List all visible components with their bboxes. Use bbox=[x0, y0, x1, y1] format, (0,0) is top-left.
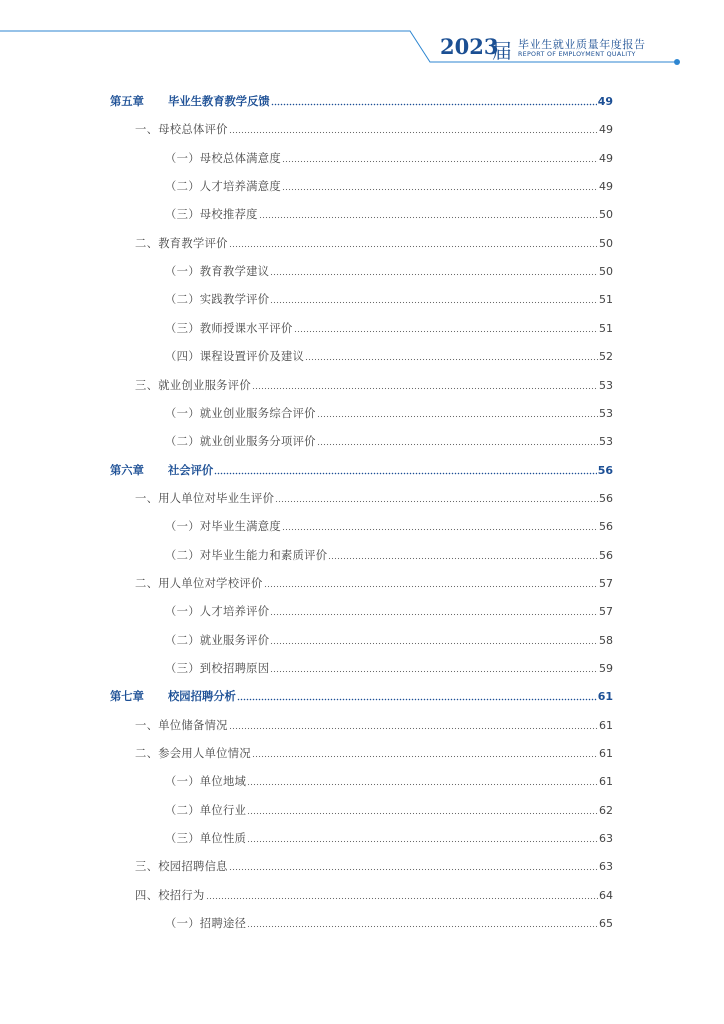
toc-entry-row[interactable] bbox=[135, 883, 613, 903]
toc-entry-row[interactable] bbox=[165, 514, 613, 534]
toc-entry-title: （二）人才培养满意度 bbox=[165, 180, 281, 194]
toc-dot-leader bbox=[317, 415, 598, 418]
toc-entry-row[interactable] bbox=[165, 287, 613, 307]
toc-dot-leader bbox=[328, 557, 598, 560]
toc-page-number: 61 bbox=[599, 775, 613, 789]
toc-entry-row[interactable] bbox=[165, 798, 613, 818]
toc-dot-leader bbox=[282, 160, 598, 163]
toc-entry-title: 三、就业创业服务评价 bbox=[135, 378, 251, 392]
toc-page-number: 64 bbox=[599, 888, 613, 902]
toc-entry-row[interactable] bbox=[135, 117, 613, 137]
toc-dot-leader bbox=[252, 387, 598, 390]
toc-dot-leader bbox=[229, 868, 598, 871]
toc-page-number: 59 bbox=[599, 662, 613, 675]
toc-entry-title: 二、用人单位对学校评价 bbox=[135, 576, 263, 590]
toc-page-number: 58 bbox=[599, 633, 613, 647]
toc-dot-leader bbox=[294, 330, 598, 333]
toc-page-number: 52 bbox=[599, 350, 613, 364]
toc-dot-leader bbox=[270, 613, 598, 616]
toc-entry-title: （一）母校总体满意度 bbox=[165, 151, 281, 165]
toc-entry-title: （四）课程设置评价及建议 bbox=[165, 350, 305, 364]
toc-entry-row[interactable] bbox=[165, 316, 613, 336]
toc-page-number: 49 bbox=[599, 123, 613, 137]
toc-entry-row[interactable] bbox=[165, 401, 613, 421]
toc-entry-title: （一）招聘途径 bbox=[165, 917, 247, 931]
toc-chapter-row[interactable] bbox=[110, 89, 613, 109]
toc-dot-leader bbox=[237, 698, 597, 701]
toc-dot-leader bbox=[206, 897, 598, 900]
toc-chapter-number: 第五章 bbox=[110, 95, 144, 108]
toc-entry-title: 一、母校总体评价 bbox=[135, 123, 228, 137]
toc-entry-row[interactable] bbox=[165, 344, 613, 364]
toc-entry-title: （三）母校推荐度 bbox=[165, 208, 258, 222]
toc-page-number: 53 bbox=[599, 406, 613, 420]
toc-page-number: 56 bbox=[599, 520, 613, 534]
toc-entry-row[interactable] bbox=[135, 854, 613, 874]
toc-dot-leader bbox=[247, 812, 598, 815]
toc-dot-leader bbox=[229, 727, 598, 730]
header-jie: 届 bbox=[492, 39, 512, 63]
toc-dot-leader bbox=[229, 131, 598, 134]
toc-entry-title: （二）对毕业生能力和素质评价 bbox=[165, 548, 328, 562]
toc-entry-title: 二、参会用人单位情况 bbox=[135, 747, 251, 761]
toc-page-number: 56 bbox=[599, 491, 613, 505]
toc-dot-leader bbox=[259, 216, 598, 219]
header-title-en: REPORT OF EMPLOYMENT QUALITY bbox=[518, 51, 636, 58]
toc-entry-title: （一）人才培养评价 bbox=[165, 605, 270, 619]
toc-dot-leader bbox=[247, 783, 598, 786]
toc-entry-row[interactable] bbox=[165, 599, 613, 619]
toc-chapter-title: 毕业生教育教学反馈 bbox=[168, 95, 270, 108]
toc-page-number: 49 bbox=[599, 180, 613, 194]
toc-entry-row[interactable] bbox=[165, 769, 613, 789]
toc-entry-row[interactable] bbox=[135, 231, 613, 251]
toc-page-number: 49 bbox=[597, 95, 613, 108]
toc-entry-title: （二）就业创业服务分项评价 bbox=[165, 435, 316, 449]
toc-dot-leader bbox=[229, 245, 598, 248]
toc-entry-row[interactable] bbox=[135, 741, 613, 761]
header-year: 2023 bbox=[440, 34, 499, 59]
toc-dot-leader bbox=[270, 670, 598, 673]
toc-entry-row[interactable] bbox=[165, 259, 613, 279]
toc-dot-leader bbox=[247, 925, 598, 928]
header-title-cn: 毕业生就业质量年度报告 bbox=[518, 38, 646, 51]
toc-entry-row[interactable] bbox=[165, 628, 613, 648]
toc-page-number: 57 bbox=[599, 605, 613, 619]
toc-entry-title: 四、校招行为 bbox=[135, 888, 205, 902]
toc-entry-title: （二）实践教学评价 bbox=[165, 293, 270, 307]
toc-dot-leader bbox=[282, 528, 598, 531]
toc-page-number: 61 bbox=[597, 690, 613, 704]
toc-page-number: 53 bbox=[599, 435, 613, 449]
toc-entry-title: 一、用人单位对毕业生评价 bbox=[135, 491, 275, 505]
toc-entry-row[interactable] bbox=[135, 373, 613, 393]
toc-dot-leader bbox=[275, 500, 598, 503]
toc-page-number: 50 bbox=[599, 208, 613, 222]
toc-dot-leader bbox=[317, 443, 598, 446]
toc-entry-row[interactable] bbox=[165, 429, 613, 449]
toc-dot-leader bbox=[282, 188, 598, 191]
toc-dot-leader bbox=[270, 642, 598, 645]
toc-entry-row[interactable] bbox=[165, 543, 613, 563]
toc-entry-row[interactable] bbox=[135, 486, 613, 506]
toc-page-number: 51 bbox=[599, 321, 613, 335]
toc-dot-leader bbox=[247, 840, 598, 843]
toc-entry-row[interactable] bbox=[165, 202, 613, 222]
toc-page-number: 56 bbox=[597, 463, 613, 477]
toc-entry-title: （一）对毕业生满意度 bbox=[165, 520, 281, 534]
toc-page-number: 61 bbox=[599, 718, 613, 732]
toc-page-number: 63 bbox=[599, 832, 613, 846]
toc-page-number: 50 bbox=[599, 236, 613, 250]
toc-page-number: 65 bbox=[599, 917, 613, 931]
toc-entry-title bbox=[110, 95, 270, 109]
toc-page-number: 53 bbox=[599, 378, 613, 392]
toc-page-number: 50 bbox=[599, 265, 613, 279]
toc-chapter-number: 第七章 bbox=[110, 690, 144, 704]
toc-entry-title bbox=[110, 690, 236, 704]
toc-entry-title: （三）到校招聘原因 bbox=[165, 662, 270, 675]
toc-entry-row[interactable] bbox=[165, 911, 613, 931]
toc-entry-title: （三）单位性质 bbox=[165, 832, 247, 846]
toc-entry-title: （一）单位地域 bbox=[165, 775, 247, 789]
toc-entry-title: 三、校园招聘信息 bbox=[135, 860, 228, 874]
toc-page-number: 49 bbox=[599, 151, 613, 165]
toc-entry-title: 一、单位储备情况 bbox=[135, 718, 228, 732]
toc-chapter-title: 校园招聘分析 bbox=[168, 690, 236, 704]
toc-entry-title: （一）就业创业服务综合评价 bbox=[165, 406, 316, 420]
toc-entry-row[interactable] bbox=[165, 656, 613, 676]
toc-dot-leader bbox=[271, 103, 597, 106]
toc-page-number: 56 bbox=[599, 548, 613, 562]
toc-entry-title: 二、教育教学评价 bbox=[135, 236, 228, 250]
page-header bbox=[0, 0, 724, 72]
toc-entry-row[interactable] bbox=[165, 146, 613, 166]
toc-dot-leader bbox=[270, 301, 598, 304]
toc-chapter-title: 社会评价 bbox=[168, 463, 214, 477]
toc-entry-row[interactable] bbox=[135, 713, 613, 733]
toc-entry-title: （三）教师授课水平评价 bbox=[165, 321, 293, 335]
toc-page-number: 57 bbox=[599, 576, 613, 590]
toc-dot-leader bbox=[264, 585, 598, 588]
toc-entry-title: （二）单位行业 bbox=[165, 803, 247, 817]
toc-chapter-row[interactable] bbox=[110, 684, 613, 704]
toc-dot-leader bbox=[214, 472, 596, 475]
toc-entry-title: （一）教育教学建议 bbox=[165, 265, 270, 279]
toc-dot-leader bbox=[305, 358, 598, 361]
toc-chapter-number: 第六章 bbox=[110, 463, 144, 477]
toc-chapter-row[interactable] bbox=[110, 458, 613, 478]
toc-entry-row[interactable] bbox=[135, 571, 613, 591]
toc-entry-row[interactable] bbox=[165, 826, 613, 846]
toc-dot-leader bbox=[270, 273, 598, 276]
toc-page-number: 61 bbox=[599, 747, 613, 761]
toc-entry-title: （二）就业服务评价 bbox=[165, 633, 270, 647]
toc-entry-title bbox=[110, 464, 213, 478]
toc-page-number: 63 bbox=[599, 860, 613, 874]
toc-page-number: 51 bbox=[599, 293, 613, 307]
toc-page-number: 62 bbox=[599, 803, 613, 817]
toc-dot-leader bbox=[252, 755, 598, 758]
toc-entry-row[interactable] bbox=[165, 174, 613, 194]
